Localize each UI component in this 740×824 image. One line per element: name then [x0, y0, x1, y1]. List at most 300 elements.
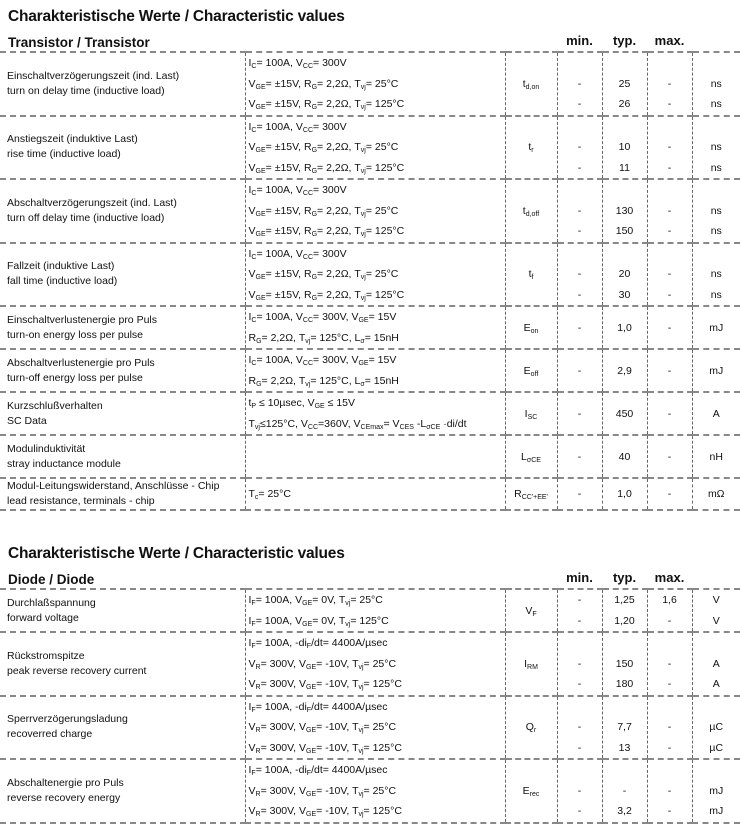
typ-value: -	[603, 781, 647, 802]
table-row	[0, 478, 740, 510]
subscript: vj	[361, 168, 366, 175]
table-row	[0, 589, 740, 632]
condition-text: = 100A, V	[256, 121, 302, 133]
symbol-subscript: f	[531, 274, 533, 281]
conditions	[245, 632, 505, 696]
max-value: -	[648, 74, 692, 95]
description-en: stray inductance module	[7, 457, 245, 472]
min-value: -	[558, 285, 602, 306]
condition-text: = 100A, V	[256, 354, 302, 366]
condition-text: V	[249, 785, 256, 797]
condition-text: ≤ 15V	[325, 397, 355, 409]
condition-text: = ±15V, R	[266, 78, 312, 90]
condition-text: = 300V	[313, 248, 347, 260]
table-row	[0, 696, 740, 760]
max-value: -	[648, 611, 692, 632]
typ-value: 13	[603, 738, 647, 759]
condition-text: = 100A, V	[256, 184, 302, 196]
unit-value: ns	[693, 158, 740, 179]
typ-value: 150	[603, 221, 647, 242]
condition-text: V	[249, 268, 256, 280]
typ-value: 25	[603, 74, 647, 95]
value-min	[557, 306, 602, 349]
condition-text: = 125°C	[366, 225, 404, 237]
value-unit	[692, 392, 740, 435]
transistor-table	[0, 51, 740, 511]
description-de: Modul-Leitungswiderstand, Anschlüsse - Chip	[7, 479, 245, 494]
subscript: CC	[303, 254, 313, 261]
parameter-description	[0, 392, 245, 435]
condition-text: V	[249, 78, 256, 90]
subscript: vj	[358, 748, 363, 755]
unit-value: ns	[693, 264, 740, 285]
condition-text: = 100A, V	[256, 57, 302, 69]
conditions	[245, 435, 505, 478]
subscript: GE	[256, 211, 266, 218]
typ-value: 130	[603, 201, 647, 222]
condition-text: = 25°C	[364, 785, 397, 797]
description-en: turn-on energy loss per pulse	[7, 328, 245, 343]
max-value: -	[648, 221, 692, 242]
max-value: -	[648, 322, 692, 334]
min-value: -	[558, 488, 602, 500]
subscript: vj	[361, 84, 366, 91]
condition-text: -L	[414, 418, 426, 430]
condition-text: V	[249, 162, 256, 174]
condition-text: V	[249, 289, 256, 301]
description-en: turn off delay time (inductive load)	[7, 211, 245, 226]
min-value: -	[558, 264, 602, 285]
typ-value: 1,20	[603, 611, 647, 632]
symbol-subscript: CC'+EE'	[522, 494, 548, 501]
condition-text: = 300V, V	[261, 658, 306, 670]
subscript: vj	[358, 664, 363, 671]
unit-value: mJ	[693, 781, 740, 802]
subscript: R	[256, 727, 261, 734]
typ-value: 1,0	[603, 322, 647, 334]
condition-text: = 2,2Ω, T	[317, 141, 361, 153]
value-min	[557, 435, 602, 478]
condition-text: = 2,2Ω, T	[262, 375, 306, 387]
condition-text: = 300V, V	[261, 805, 306, 817]
condition-line	[249, 180, 505, 201]
condition-text: =360V, V	[318, 418, 361, 430]
subscript: GE	[306, 811, 316, 818]
symbol-subscript: σCE	[527, 457, 541, 464]
max-value: -	[648, 264, 692, 285]
parameter-description	[0, 589, 245, 632]
condition-text: = 125°C	[366, 98, 404, 110]
conditions	[245, 243, 505, 307]
subscript: G	[312, 147, 317, 154]
condition-line	[249, 264, 505, 285]
parameter-description	[0, 52, 245, 116]
subscript: GE	[306, 748, 316, 755]
subscript: GE	[358, 360, 368, 367]
symbol	[505, 478, 557, 510]
subscript: vj	[361, 274, 366, 281]
diode-table	[0, 588, 740, 824]
condition-line	[249, 781, 505, 802]
description-en: recoverred charge	[7, 727, 245, 742]
condition-text: = -10V, T	[316, 785, 358, 797]
condition-text: = 2,2Ω, T	[317, 98, 361, 110]
subscript: GE	[302, 621, 312, 628]
condition-line	[249, 285, 505, 306]
condition-text: = 100A, -di	[256, 764, 307, 776]
condition-text: = 125°C	[364, 742, 402, 754]
symbol-subscript: off	[531, 371, 539, 378]
symbol-base: V	[525, 605, 532, 617]
condition-line	[249, 371, 505, 392]
unit-value: ns	[693, 285, 740, 306]
condition-text: = -10V, T	[316, 742, 358, 754]
condition-text: = 125°C	[350, 615, 388, 627]
condition-text: /dt= 4400A/µsec	[311, 701, 387, 713]
condition-text: = ±15V, R	[266, 141, 312, 153]
subscript: CC	[303, 63, 313, 70]
unit-value: ns	[693, 94, 740, 115]
max-value: -	[648, 781, 692, 802]
condition-text: I	[249, 354, 252, 366]
condition-text: = 25°C	[366, 141, 399, 153]
subscript: CEmax	[361, 424, 384, 431]
min-value: -	[558, 654, 602, 675]
value-unit	[692, 52, 740, 116]
symbol-subscript: F	[532, 611, 536, 618]
value-max	[647, 478, 692, 510]
value-typ	[602, 243, 647, 307]
condition-text: V	[249, 805, 256, 817]
subscript: CC	[303, 190, 313, 197]
condition-text: V	[249, 658, 256, 670]
min-value: -	[558, 738, 602, 759]
description-en: lead resistance, terminals - chip	[7, 494, 245, 509]
description-en: fall time (inductive load)	[7, 274, 245, 289]
value-max	[647, 52, 692, 116]
condition-text: R	[249, 332, 257, 344]
typ-value: 3,2	[603, 801, 647, 822]
max-value: -	[648, 654, 692, 675]
symbol-base: Q	[526, 721, 534, 733]
min-value: -	[558, 137, 602, 158]
unit-value: mΩ	[693, 488, 740, 500]
description-en: SC Data	[7, 414, 245, 429]
subscript: C	[251, 317, 256, 324]
condition-text: = 300V, V	[261, 742, 306, 754]
condition-text: = 25°C	[258, 488, 291, 500]
subscript: GE	[358, 317, 368, 324]
max-value: -	[648, 451, 692, 463]
unit-value: A	[693, 654, 740, 675]
symbol-base: I	[524, 658, 527, 670]
conditions	[245, 306, 505, 349]
condition-line	[249, 137, 505, 158]
value-max	[647, 759, 692, 823]
condition-text: V	[249, 141, 256, 153]
value-max	[647, 349, 692, 392]
description-de: Rückstromspitze	[7, 649, 245, 664]
conditions	[245, 696, 505, 760]
subscript: G	[312, 274, 317, 281]
condition-text: = 125°C, L	[310, 375, 360, 387]
subscript: R	[256, 684, 261, 691]
condition-line	[249, 414, 505, 435]
value-typ	[602, 632, 647, 696]
condition-text: I	[249, 701, 252, 713]
unit-value: mJ	[693, 801, 740, 822]
conditions	[245, 478, 505, 510]
condition-text: V	[249, 98, 256, 110]
condition-text: = ±15V, R	[266, 289, 312, 301]
condition-text: I	[249, 248, 252, 260]
parameter-description	[0, 696, 245, 760]
condition-text: = ±15V, R	[266, 205, 312, 217]
min-value: -	[558, 801, 602, 822]
subscript: vj	[361, 231, 366, 238]
description-de: Einschaltverzögerungszeit (ind. Last)	[7, 69, 245, 84]
conditions	[245, 392, 505, 435]
condition-line	[249, 221, 505, 242]
description-de: Modulinduktivität	[7, 442, 245, 457]
subscript: F	[251, 643, 255, 650]
symbol	[505, 116, 557, 180]
parameter-description	[0, 243, 245, 307]
condition-text: = 15nH	[365, 375, 399, 387]
subscript: vj	[361, 104, 366, 111]
subscript: σ	[360, 338, 364, 345]
typ-value: 1,25	[603, 590, 647, 611]
unit-value: nH	[693, 451, 740, 463]
condition-text: = 2,2Ω, T	[317, 205, 361, 217]
subscript: vj	[358, 684, 363, 691]
symbol-subscript: r	[534, 727, 536, 734]
subscript: vj	[358, 811, 363, 818]
min-value: -	[558, 674, 602, 695]
table-row	[0, 392, 740, 435]
value-typ	[602, 478, 647, 510]
subscript: vj	[305, 338, 310, 345]
typ-value: 11	[603, 158, 647, 179]
condition-text: = 100A, -di	[256, 701, 307, 713]
value-max	[647, 696, 692, 760]
symbol-base: E	[523, 785, 530, 797]
value-unit	[692, 589, 740, 632]
subscript: F	[251, 621, 255, 628]
subscript: vj	[345, 621, 350, 628]
condition-text: = 0V, T	[312, 615, 345, 627]
parameter-description	[0, 632, 245, 696]
typ-value: 450	[603, 408, 647, 420]
unit-value: ns	[693, 137, 740, 158]
condition-text: = 100A, V	[256, 594, 302, 606]
value-typ	[602, 52, 647, 116]
min-value: -	[558, 322, 602, 334]
subscript: CES	[400, 424, 414, 431]
condition-text: I	[249, 57, 252, 69]
value-typ	[602, 435, 647, 478]
value-typ	[602, 306, 647, 349]
description-de: Abschaltenergie pro Puls	[7, 776, 245, 791]
subscript: G	[312, 168, 317, 175]
condition-text: = 25°C	[364, 721, 397, 733]
conditions	[245, 349, 505, 392]
subscript: GE	[256, 231, 266, 238]
section-title-diode: Charakteristische Werte / Characteristic values	[8, 545, 345, 563]
description-en: reverse recovery energy	[7, 791, 245, 806]
condition-text: = 2,2Ω, T	[317, 268, 361, 280]
max-value: -	[648, 717, 692, 738]
value-typ	[602, 759, 647, 823]
min-value: -	[558, 590, 602, 611]
unit-value: µC	[693, 717, 740, 738]
condition-text: = V	[384, 418, 400, 430]
value-unit	[692, 116, 740, 180]
condition-text: = ±15V, R	[266, 225, 312, 237]
condition-line	[249, 74, 505, 95]
condition-text: = 300V, V	[313, 311, 358, 323]
condition-text: = 125°C	[364, 678, 402, 690]
condition-text: = ±15V, R	[266, 98, 312, 110]
value-max	[647, 392, 692, 435]
description-en: peak reverse recovery current	[7, 664, 245, 679]
unit-value: ns	[693, 221, 740, 242]
description-de: Abschaltverlustenergie pro Puls	[7, 356, 245, 371]
description-en: turn on delay time (inductive load)	[7, 84, 245, 99]
subscript: F	[251, 770, 255, 777]
value-typ	[602, 392, 647, 435]
subscript: C	[251, 63, 256, 70]
subscript: R	[256, 748, 261, 755]
parameter-description	[0, 435, 245, 478]
table-row	[0, 243, 740, 307]
description-de: Fallzeit (induktive Last)	[7, 259, 245, 274]
value-min	[557, 243, 602, 307]
subscript: P	[251, 403, 256, 410]
condition-text: = 2,2Ω, T	[317, 289, 361, 301]
symbol-subscript: RM	[527, 664, 538, 671]
condition-line	[249, 654, 505, 675]
conditions	[245, 52, 505, 116]
description-en: turn-off energy loss per pulse	[7, 371, 245, 386]
min-value: -	[558, 158, 602, 179]
condition-text: = 25°C	[364, 658, 397, 670]
condition-line	[249, 328, 505, 349]
value-max	[647, 306, 692, 349]
condition-text: /dt= 4400A/µsec	[311, 637, 387, 649]
symbol-base: R	[514, 488, 522, 500]
min-value: -	[558, 717, 602, 738]
description-de: Sperrverzögerungsladung	[7, 712, 245, 727]
typ-value: 10	[603, 137, 647, 158]
subscript: σCE	[426, 424, 440, 431]
condition-text: R	[249, 375, 257, 387]
condition-text: = 15V	[369, 354, 397, 366]
subscript: GE	[256, 104, 266, 111]
symbol-subscript: r	[531, 147, 533, 154]
condition-text: = 25°C	[350, 594, 383, 606]
condition-text: = 125°C	[366, 162, 404, 174]
max-value: -	[648, 365, 692, 377]
symbol	[505, 306, 557, 349]
symbol-base: t	[523, 78, 526, 90]
min-value: -	[558, 221, 602, 242]
value-unit	[692, 179, 740, 243]
condition-line	[249, 484, 505, 505]
condition-text: = 25°C	[366, 78, 399, 90]
table-row	[0, 179, 740, 243]
subscript: GE	[306, 664, 316, 671]
condition-line	[249, 393, 505, 414]
value-typ	[602, 116, 647, 180]
condition-text: I	[249, 615, 252, 627]
subscript: vj	[305, 381, 310, 388]
condition-text: ·di/dt	[440, 418, 466, 430]
subtitle-diode: Diode / Diode	[8, 572, 94, 587]
symbol-subscript: on	[531, 328, 539, 335]
symbol	[505, 696, 557, 760]
conditions	[245, 116, 505, 180]
value-unit	[692, 243, 740, 307]
condition-text: = 100A, V	[256, 311, 302, 323]
value-unit	[692, 435, 740, 478]
subscript: GE	[306, 727, 316, 734]
condition-line	[249, 697, 505, 718]
condition-text: = 300V, V	[261, 678, 306, 690]
value-typ	[602, 589, 647, 632]
subscript: G	[256, 381, 261, 388]
subscript: GE	[256, 168, 266, 175]
subscript: GE	[315, 403, 325, 410]
subscript: G	[256, 338, 261, 345]
subscript: vj	[361, 147, 366, 154]
subscript: R	[256, 811, 261, 818]
table-row	[0, 435, 740, 478]
typ-value: 20	[603, 264, 647, 285]
table-row	[0, 306, 740, 349]
condition-line	[249, 201, 505, 222]
min-value: -	[558, 611, 602, 632]
condition-text: ≤125°C, V	[260, 418, 308, 430]
max-value: -	[648, 488, 692, 500]
subscript: F	[251, 600, 255, 607]
value-max	[647, 243, 692, 307]
condition-text: = 300V, V	[261, 721, 306, 733]
min-value: -	[558, 781, 602, 802]
min-value: -	[558, 408, 602, 420]
symbol-base: t	[528, 141, 531, 153]
value-min	[557, 179, 602, 243]
value-min	[557, 52, 602, 116]
condition-text: = 2,2Ω, T	[262, 332, 306, 344]
condition-text: V	[249, 205, 256, 217]
subscript: F	[307, 643, 311, 650]
condition-line	[249, 158, 505, 179]
max-value: -	[648, 94, 692, 115]
symbol-subscript: SC	[528, 414, 538, 421]
typ-value: 30	[603, 285, 647, 306]
condition-text: /dt= 4400A/µsec	[311, 764, 387, 776]
unit-value: V	[693, 590, 740, 611]
subscript: vj	[345, 600, 350, 607]
symbol	[505, 392, 557, 435]
value-unit	[692, 478, 740, 510]
condition-text: = 300V	[313, 57, 347, 69]
subscript: CC	[303, 360, 313, 367]
value-unit	[692, 696, 740, 760]
condition-line	[249, 801, 505, 822]
value-unit	[692, 349, 740, 392]
